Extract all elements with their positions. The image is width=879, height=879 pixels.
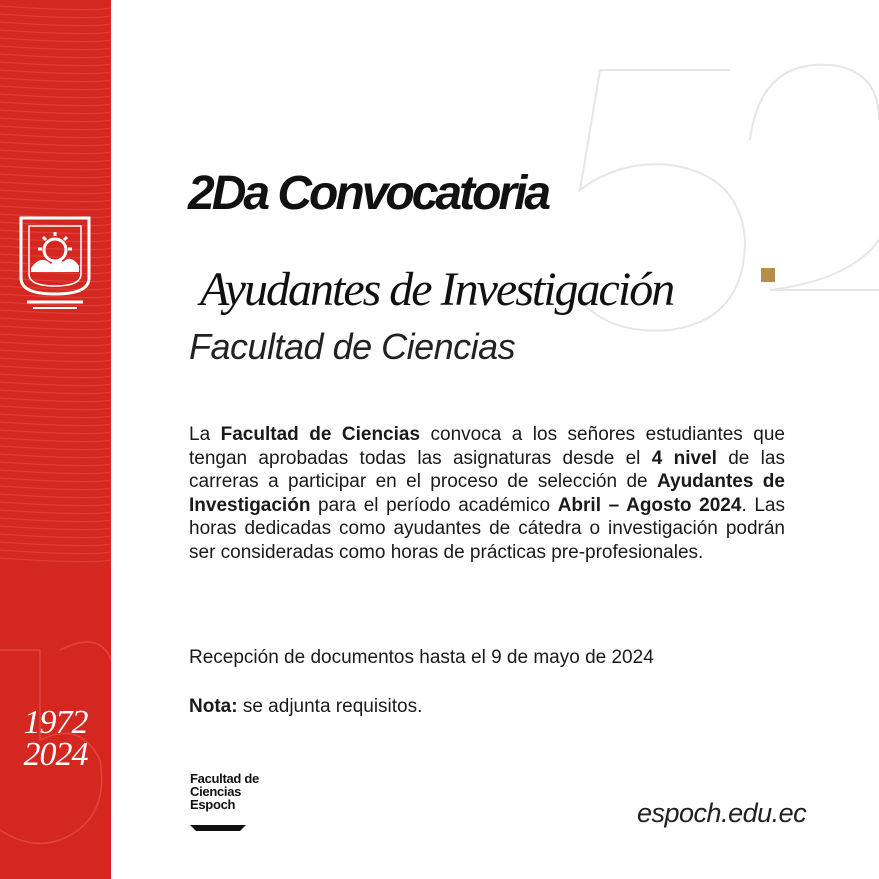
faculty-name: Facultad de Ciencias (189, 326, 516, 367)
wave-line (0, 126, 111, 130)
wave-line (0, 390, 111, 394)
body-text-4: para el período académico (310, 494, 558, 516)
body-bold-faculty: Facultad de Ciencias (220, 424, 421, 445)
wave-line (0, 22, 111, 26)
body-text-2: convoca a los señores estudiantes que tengan aprobadas todas las asignaturas desde el (189, 424, 785, 469)
wave-line (0, 374, 111, 378)
wave-line (0, 398, 111, 402)
page-title: 2Da Convocatoria (188, 167, 549, 220)
wave-line (0, 494, 111, 498)
wave-line (0, 54, 111, 58)
wave-line (0, 150, 111, 154)
wave-line (0, 478, 111, 482)
wave-line (0, 94, 111, 98)
wave-line (0, 6, 111, 10)
year-start: 1972 (23, 704, 88, 741)
wave-line (0, 454, 111, 458)
wave-line (0, 62, 111, 66)
logo-line-1: Facultad de (190, 771, 259, 786)
wave-line (0, 158, 111, 162)
body-bold-level: 4 nivel (651, 447, 717, 469)
note-label: Nota: (189, 696, 238, 717)
note-text: se adjunta requisitos. (237, 696, 423, 717)
espoch-crest-icon (17, 214, 93, 312)
logo-underline-icon (190, 824, 248, 832)
wave-line (0, 350, 111, 354)
wave-line (0, 486, 111, 490)
wave-line (0, 30, 111, 34)
wave-line (0, 326, 111, 330)
wave-line (0, 78, 111, 82)
body-text-5: . Las horas dedicadas como ayudantes de cátedra o investigación podrán ser consideradas como horas de prácticas pre-profesionales. (189, 494, 785, 563)
wave-line (0, 358, 111, 362)
wave-line (0, 342, 111, 346)
wave-line (0, 182, 111, 186)
accent-square (761, 268, 775, 282)
wave-line (0, 190, 111, 194)
wave-line (0, 102, 111, 106)
wave-line (0, 38, 111, 42)
wave-line (0, 438, 111, 442)
note (189, 696, 422, 718)
wave-line (0, 414, 111, 418)
wave-line (0, 518, 111, 522)
wave-line (0, 406, 111, 410)
wave-line (0, 430, 111, 434)
reception-deadline: Recepción de documentos hasta el 9 de mayo de 2024 (189, 647, 654, 668)
wave-line (0, 382, 111, 386)
body-text-3: de las carreras a participar en el proceso de selección de (189, 447, 785, 492)
wave-line (0, 502, 111, 506)
website-link[interactable]: espoch.edu.ec (637, 798, 807, 828)
year-end: 2024 (23, 736, 88, 773)
body-bold-period: Abril – Agosto 2024 (557, 494, 742, 516)
wave-line (0, 534, 111, 538)
wave-line (0, 118, 111, 122)
wave-line (0, 550, 111, 554)
wave-line (0, 110, 111, 114)
wave-line (0, 70, 111, 74)
wave-line (0, 206, 111, 210)
wave-line (0, 142, 111, 146)
wave-line (0, 166, 111, 170)
wave-line (0, 366, 111, 370)
wave-line (0, 198, 111, 202)
wave-line (0, 510, 111, 514)
wave-line (0, 422, 111, 426)
wave-line (0, 462, 111, 466)
wave-line (0, 174, 111, 178)
wave-line (0, 86, 111, 90)
red-sidebar (0, 0, 111, 879)
faculty-logo (190, 772, 259, 811)
body-text-1: La (189, 424, 221, 445)
wave-line (0, 14, 111, 18)
subtitle: Ayudantes de Investigación (200, 263, 674, 316)
wave-line (0, 542, 111, 546)
wave-line (0, 558, 111, 562)
wave-line (0, 470, 111, 474)
wave-line (0, 446, 111, 450)
wave-line (0, 318, 111, 322)
wave-line (0, 334, 111, 338)
body-bold-role: Ayudantes de Investigación (189, 471, 785, 516)
wave-line (0, 526, 111, 530)
logo-line-2: Ciencias (190, 784, 242, 799)
wave-line (0, 46, 111, 50)
logo-line-3: Espoch (190, 797, 236, 812)
announcement-paragraph (189, 423, 785, 564)
wave-line (0, 134, 111, 138)
